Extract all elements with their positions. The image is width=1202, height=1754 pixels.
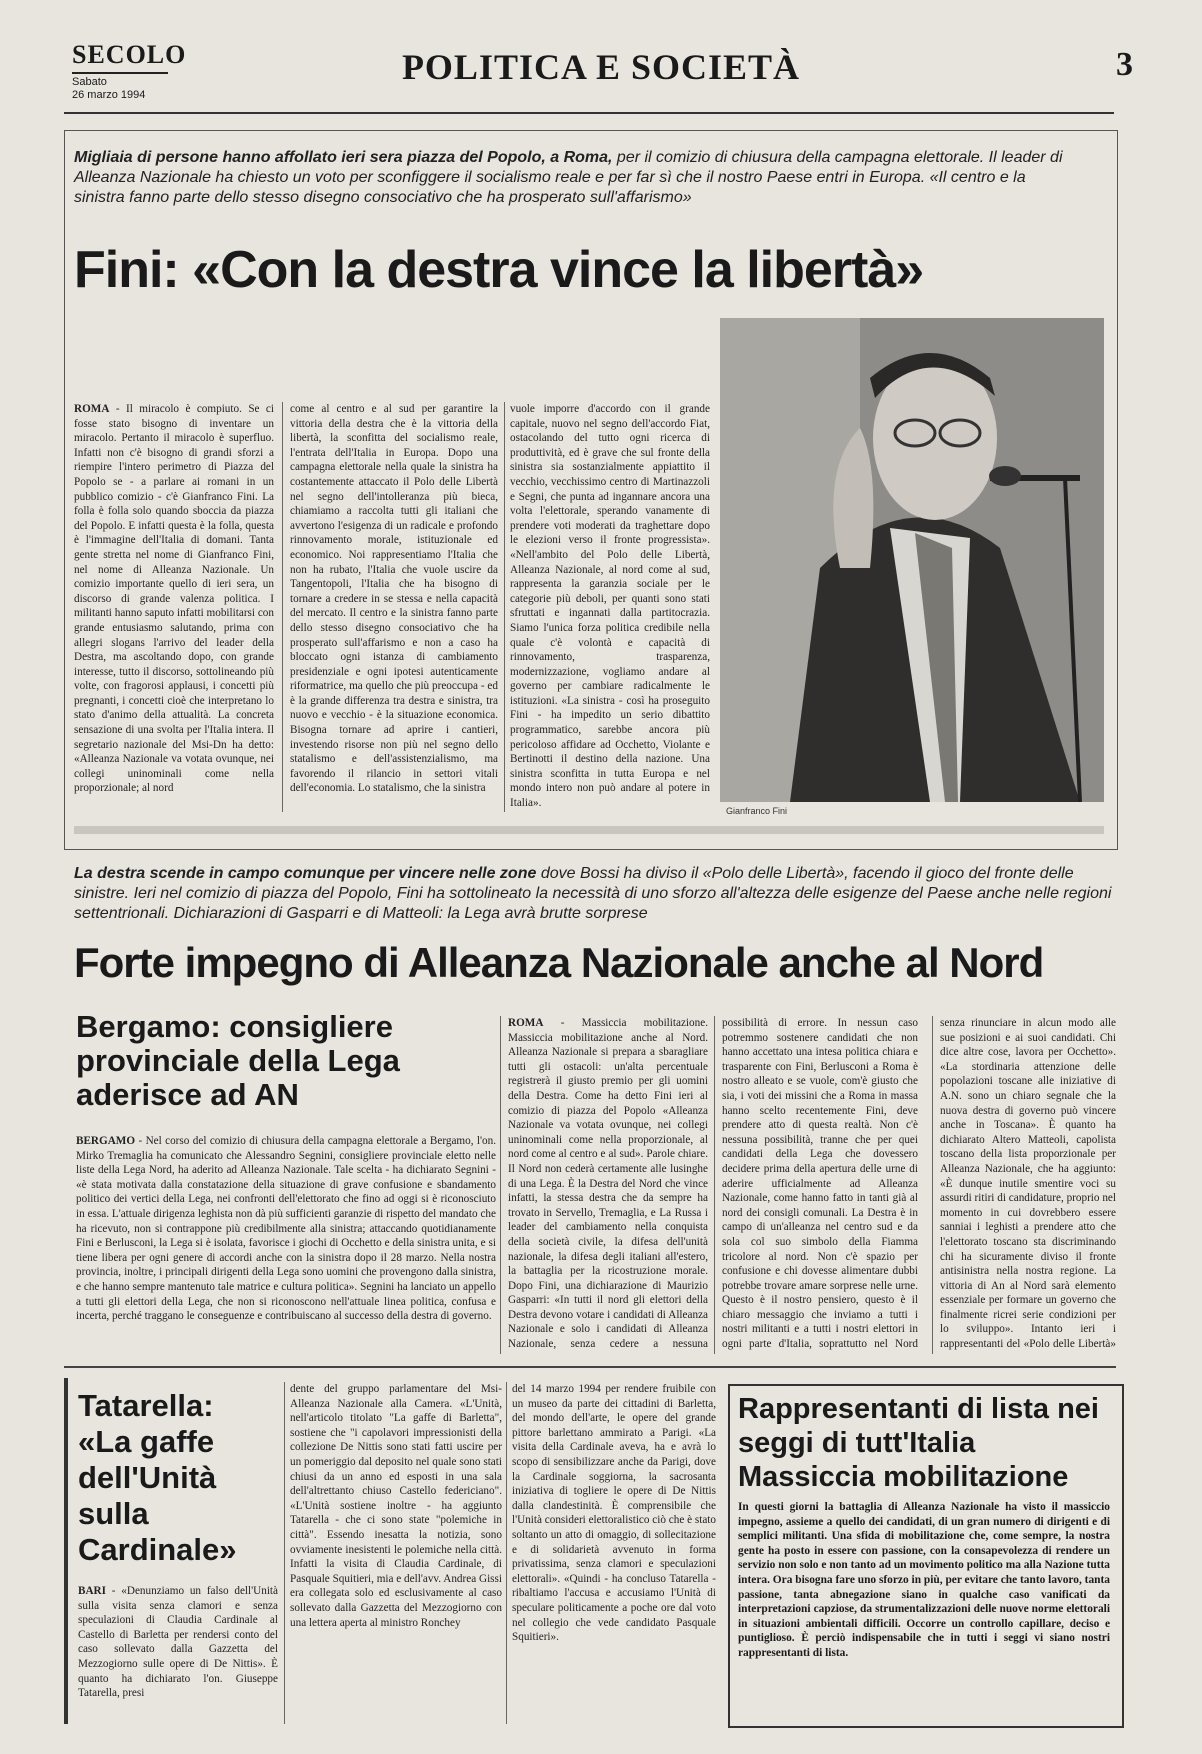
- fini-photo-figure: [720, 318, 1104, 802]
- lead-article-col-1: [74, 402, 274, 814]
- lead-story-kicker: [74, 148, 1074, 208]
- column-rule: [284, 1382, 285, 1724]
- north-dateline: ROMA: [508, 1017, 544, 1029]
- column-rule: [506, 1382, 507, 1724]
- photo-caption: Gianfranco Fini: [726, 806, 788, 816]
- lead-article-col-3: [510, 402, 710, 814]
- north-col3-text: senza rinunciare in alcun modo alle sue posizioni e ai suoi candidati. Chi dice altre cose, lavora per Occhetto». «La stordinaria attenzione delle popolazioni toscane alle iniziative di A.N. sono un chiaro segnale che la nuova destra di governo può vincere anche in Toscana». È quanto ha dichiarato Altero Matteoli, capolista toscano della lista proporzionale per Alleanza Nazionale, che ha aggiunto: «È dunque inutile smentire voci su assurdi ritiri di candidature, proprio nel momento in cui dovrebbero essere sanniai i leghisti a prendere atto che l'elettorato toscano sta discriminando chi ha sicuramente diviso il fronte antisinistra nella nostra regione. La vittoria di An al Nord sarà elemento essenziale per formare un governo che finalmente ricrei serie condizioni per lo sviluppo». Intanto ieri i rappresentanti del «Polo delle Libertà»: [940, 1017, 1116, 1351]
- north-kicker-rest: dove Bossi ha diviso il «Polo delle Libertà», facendo il gioco del fronte delle sinistre. Ieri nel comizio di piazza del Popolo, Fini ha sottolineato la necessità di uno sforzo all'altezza delle esigenze del Paese anche nelle regioni settentrionali. Dichiarazioni di Gasparri e di Matteoli: la Lega avrà brutte sorprese: [74, 865, 1112, 922]
- lead-col1-text: - Il miracolo è compiuto. Se ci fosse stato bisogno di inventare un miracolo. Pertanto il miracolo è superfluo. Infatti non c'è bisogno di grandi sforzi a riempire l'intero perimetro di Piazza del Popolo se - a parlare ai romani in un pubblico comizio - c'è Gianfranco Fini. La folla è folla solo quando sboccia da piazza del Popolo. E infatti questa è la folla, questa è l'immagine dell'Italia di domani. Tanta gente stretta nel nome di Gianfranco Fini, nel nome di Alleanza Nazionale. Un comizio importante quello di ieri sera, un discorso di grande valenza politica. I militanti hanno saputo infatti mobilitarsi con grande entusiasmo salutando, prima con allegri slogans l'arrivo del leader della Destra, ma ascoltando dopo, con grande interesse, tutto il discorso, sottolineando più volte, con fragorosi applausi, i concetti più pregnanti, i concetti cioè che interpretano lo stato d'animo della attualità. La concreta sensazione di una svolta per l'Italia intera. Il segretario nazionale del Msi-Dn ha detto: «Alleanza Nazionale va votata ovunque, nei collegi uninominali come nella proporzionale; al nord: [74, 403, 274, 795]
- newspaper-logo: SECOLO: [72, 40, 186, 74]
- lead-col2-text: come al centro e al sud per garantire la vittoria della destra che è la vittoria della libertà, la sconfitta del socialismo reale, l'entrata dell'Italia in Europa. Dopo una campagna elettorale nella quale la sinistra ha costantemente attaccato il Polo delle Libertà nel segno dell'intolleranza più bieca, chiamiamo a raccolta tutti gli italiani che avvertono l'esigenza di un radicale e profondo rinnovamento morale, istituzionale ed economico. Noi rappresentiamo l'Italia che non ha rubato, l'Italia che vuole uscire da Tangentopoli, l'Italia che ha bisogno di tornare a credere in se stessa e nella capacità del mercato. Il centro e la sinistra fanno parte dello stesso disegno consociativo che ha prosperato sull'affarismo e non a caso ha bloccato ogni istanza di cambiamento presidenziale e ogni ipotesi autenticamente riformatrice, ma quello che più preoccupa - ed è la grande differenza tra destra e sinistra, tra nuovo e vecchio - è la situazione economica. Bisogna tornare ad aprire i cantieri, investendo risorse non più nel segno dello statalismo e dell'assistenzialismo, ma favorendo il rilancio in settori vitali dell'economia. Lo statalismo, che la sinistra: [290, 403, 498, 795]
- lead-headline: Fini: «Con la destra vince la libertà»: [74, 241, 924, 299]
- mobilization-headline: Rappresentanti di lista nei seggi di tutt'Italia Massiccia mobilitazione: [738, 1393, 1099, 1493]
- lead-article-col-2: [290, 402, 498, 814]
- north-article-col-1: [508, 1016, 708, 1354]
- tatarella-article-col-1: [78, 1584, 278, 1724]
- column-rule: [504, 402, 505, 812]
- tatarella-dateline: BARI: [78, 1585, 106, 1597]
- shade-bar: [74, 826, 1104, 834]
- lead-dateline: ROMA: [74, 403, 110, 415]
- header-rule: [64, 112, 1114, 114]
- tatarella-col1-text: - «Denunziamo un falso dell'Unità sulla visita senza clamori e senza speculazioni di Claudia Cardinale al Castello di Barletta per rendersi conto del caso sollevato dalla Gazzetta del Mezzogiorno sulle opere di De Nittis». È quanto ha dichiarato l'on. Giuseppe Tatarella, presi: [78, 1585, 278, 1700]
- tatarella-side-rule: [64, 1378, 68, 1724]
- column-rule: [714, 1016, 715, 1354]
- bergamo-dateline: BERGAMO: [76, 1135, 136, 1147]
- mobilization-article: In questi giorni la battaglia di Alleanza Nazionale ha visto il massiccio impegno, assieme a quello dei candidati, di un gran numero di dirigenti e di semplici militanti. Una sfida di mobilitazione che, come sempre, la nostra gente ha posto in essere con passione, con la consapevolezza di rendere un servizio non solo e non tanto ad un movimento politico ma alla Nazione tutta intera. Ora bisogna fare uno sforzo in più, per evitare che tanto lavoro, tanta passione, tanta abnegazione siano in qualche caso vanificati da interpretazioni capziose, da strumentalizzazioni delle nuove norme elettorali in situazioni ambientali difficili. Occorre un controllo capillare, deciso e puntiglioso. È perciò indispensabile che in tutti i seggi vi siano nostri rappresentanti di lista.: [738, 1501, 1110, 1659]
- issue-full-date: 26 marzo 1994: [72, 89, 146, 101]
- tatarella-article-col-3: [512, 1382, 716, 1724]
- page-number: 3: [1116, 46, 1133, 83]
- column-rule: [500, 1016, 501, 1354]
- issue-day: Sabato: [72, 76, 107, 88]
- lead-kicker-bold: Migliaia di persone hanno affollato ieri sera piazza del Popolo, a Roma,: [74, 149, 613, 166]
- section-title: POLITICA E SOCIETÀ: [401, 47, 801, 87]
- bergamo-headline: Bergamo: consigliere provinciale della Lega aderisce ad AN: [76, 1009, 400, 1112]
- north-article-col-2: [722, 1016, 918, 1354]
- lead-kicker-rest: per il comizio di chiusura della campagna elettorale. Il leader di Alleanza Nazionale ha chiesto un voto per sconfiggere il socialismo reale e per far sì che il nostro Paese entri in Europa. «Il centro e la sinistra fanno parte dello stesso disegno consociativo che ha prosperato sull'affarismo»: [74, 149, 1063, 206]
- north-story-kicker: [74, 864, 1114, 924]
- north-article-col-3: [940, 1016, 1116, 1354]
- column-rule: [932, 1016, 933, 1354]
- north-col1-text: - Massiccia mobilitazione. Massiccia mobilitazione anche al Nord. Alleanza Nazionale si prepara a sbaragliare tutti gli ostacoli: un'alta percentuale registrerà il giusto premio per gli uomini della Destra. Come ha detto Fini ieri al comizio di piazza del Popolo «Alleanza Nazionale va votata ovunque, nei collegi uninominali come nella proporzionale, al nord come al centro e al sud». Parole chiare. Il Nord non cederà certamente alle lusinghe di una Lega. È la Destra del Nord che vince infatti, la stessa destra che da sempre ha trovato in Servello, Tremaglia, e La Russa i leader del cambiamento nella conquista della società civile, la difesa dell'unità nazionale, la difesa degli italiani all'estero, la battaglia per la ricostruzione morale. Dopo Fini, una dichiarazione di Maurizio Gasparri: «In tutti il nord gli elettori della Destra devono votare i candidati di Alleanza Nazionale e solo i candidati di Alleanza Nazionale, senza cedere a nessuna: [508, 1017, 708, 1351]
- tatarella-article-col-2: [290, 1382, 502, 1724]
- bergamo-text: - Nel corso del comizio di chiusura della campagna elettorale a Bergamo, l'on. Mirko Tremaglia ha comunicato che Alessandro Segnini, consigliere provinciale eletto nelle liste della Lega Nord, ha aderito ad Alleanza Nazionale. Tale scelta - ha dichiarato Segnini - «è stata motivata dalla constatazione della situazione di grave confusione e sbandamento politico dei vertici della Lega, nei confronti dell'elettorato che fino ad oggi si è riconosciuto in essa. L'attuale dirigenza leghista non dà più sufficienti garanzie di rispetto del mandato che ha ricevuto, non si contrappone più credibilmente alla sinistra; attaccando quotidianamente Fini e Berlusconi, la Lega si è isolata, favorisce i giochi di Occhetto e della sinistra unita, e si tiene libera per ogni genere di accordi anche con la sinistra dopo il 28 marzo. Nella nostra provincia, inoltre, i principali dirigenti della Lega sono uomini che provengono dalla sinistra, e che hanno sempre mantenuto tale matrice e cultura politica». Segnini ha lanciato un appello a tutti gli elettori della Lega, che non si riconoscono nell'attuale linea politica, confusa e incerta, perché traggano le conseguenze e contribuiscano al successo della destra di governo.: [76, 1135, 496, 1323]
- north-col2-text: possibilità di errore. In nessun caso potremmo sostenere candidati che non hanno accettato una intesa politica chiara e trasparente con Fini, Berlusconi a Roma è nostro alleato e se vuole, com'è giusto che sia, i voti dei missini che a Roma in massa hanno scelto recentemente Fini, deve prendere atto di questa realtà. Non c'è nessuna possibilità, tranne che per quei candidati della Lega che dovessero decidere prima della apertura delle urne di aderire ufficialmente ad Alleanza Nazionale, come hanno fatto in tanti già al nord dei consigli comunali. La Destra è in campo di un'alleanza nel centro sud e da sola col suo simbolo della Fiamma tricolore al nord. Non c'è spazio per confusione e chi dovesse alimentare dubbi potrebbe trovare amare sorprese nelle urne. Questo è il nostro pensiero, questo è il chiaro messaggio che inviamo a tutti i nostri militanti e a tutti i nostri elettori in ogni parte d'Italia, soprattutto nel Nord: [722, 1017, 918, 1351]
- north-headline: Forte impegno di Alleanza Nazionale anche al Nord: [74, 939, 1044, 986]
- bergamo-article: [76, 1134, 496, 1354]
- tatarella-col2-text: dente del gruppo parlamentare del Msi-Alleanza Nazionale alla Camera. «L'Unità, nell'articolo titolato "La gaffe di Barletta", sostiene che "i capolavori impressionisti della collezione De Nittis sono stati fatti uscire per un pomeriggio dal deposito nel quale sono stati chiusi da un anno ed esposti in una sala dell'altrettanto chiuso Castello federiciano". «L'Unità sostiene inoltre - ha aggiunto Tatarella - che ci sono state "polemiche in città". Essendo inesatta la notizia, sono ovviamente inesistenti le polemiche nella città. Infatti la visita di Claudia Cardinale, di Pasquale Squitieri, mia e dell'avv. Andrea Gissi era collegata solo ed esclusivamente al caso sollevato dalla Gazzetta del Mezzogiorno con una lettera aperta al ministro Ronchey: [290, 1383, 502, 1629]
- north-kicker-bold: La destra scende in campo comunque per vincere nelle zone: [74, 865, 537, 882]
- tatarella-col3-text: del 14 marzo 1994 per rendere fruibile con un museo da parte dei cittadini di Barletta, del mondo dell'arte, le opere del grande pittore barlettano ammirato a Parigi. «La visita della Cardinale aveva, ha e avrà lo scopo di sensibilizzare anche da Parigi, dove la Cardinale soggiorna, la sacrosanta iniziativa di togliere le opere di De Nittis dalla clandestinità. È comprensibile che l'Unità consideri elettoralistico ciò che è stato soltanto un atto di omaggio, di sollecitazione e di solidarietà avvenuto in forma privatissima, senza clamori e speculazioni elettorali». «Quindi - ha concluso Tatarella - ribaltiamo l'accusa e accusiamo l'Unità di speculare politicamente a poche ore dal voto nel collegio che vede candidato Pasquale Squitieri».: [512, 1383, 716, 1644]
- lead-col3-text: vuole imporre d'accordo con il grande capitale, nuovo nel segno dell'accordo Fiat, ostacolando del tutto ogni ricerca di produttività, ed è grave che sul fronte della sinistra sia sostanzialmente appiattito il vecchio, vecchissimo centro di Martinazzoli e Segni, che punta ad ingannare ancora una volta l'elettorale, sperando vanamente di prendere voti moderati da traghettare dopo le elezioni verso il fronte progressista». «Nell'ambito del Polo delle Libertà, Alleanza Nazionale, al nord come al sud, rappresenta la garanzia sociale per le categorie più deboli, per quanti sono stati sfruttati e ingannati dalla partitocrazia. Siamo l'unica forza politica credibile nella quale c'è volontà e capacità di rinnovamento, trasparenza, modernizzazione, vogliamo andare al governo per cambiare radicalmente le istituzioni. «La sinistra - così ha proseguito Fini - ha impedito un serio dibattito programmatico, sarebbe ancora più pericoloso affidare ad Occhetto, Violante e Bertinotti il destino della nazione. Una sinistra sconfitta in tutta Europa e nel mondo intero non può andare al potere in Italia».: [510, 403, 710, 810]
- column-rule: [282, 402, 283, 812]
- fini-photo: [720, 318, 1104, 802]
- tatarella-headline: Tatarella: «La gaffe dell'Unità sulla Cardinale»: [78, 1388, 237, 1567]
- section-divider: [64, 1366, 1116, 1368]
